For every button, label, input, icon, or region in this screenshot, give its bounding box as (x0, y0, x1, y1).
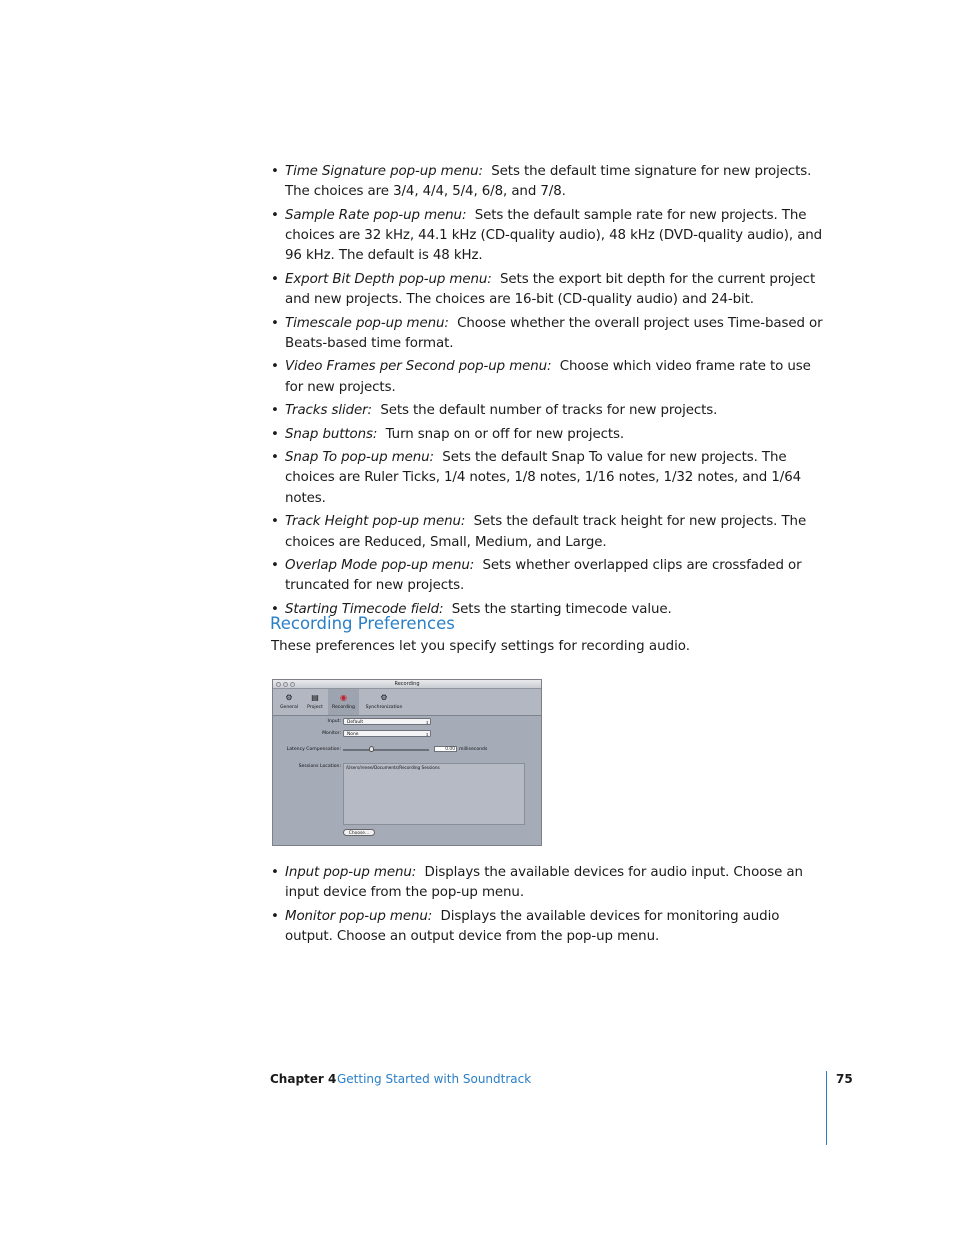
preferences-toolbar (273, 689, 541, 716)
section-heading: Recording Preferences (270, 614, 455, 633)
item-text: Sets whether overlapped clips are crossfaded or truncated for new projects. (285, 558, 802, 594)
item-text: Sets the default sample rate for new projects. The choices are 32 kHz, 44.1 kHz (CD-quality audio), 48 kHz (DVD-quality audio), and 96 kHz. The default is 48 kHz. (285, 207, 823, 264)
footer-chapter: Chapter 4 (270, 1072, 337, 1086)
item-text: Choose which video frame rate to use for new projects. (285, 359, 811, 395)
item-term: Snap To pop-up menu: (285, 450, 434, 466)
page-number: 75 (836, 1072, 853, 1086)
input-label: Input: (327, 719, 341, 724)
tab-general[interactable] (275, 689, 303, 715)
item-text: Choose whether the overall project uses Time-based or Beats-based time format. (285, 315, 823, 351)
item-term: Track Height pop-up menu: (285, 514, 466, 530)
item-text: Sets the default number of tracks for new projects. (380, 403, 718, 419)
tab-label: Synchronization (365, 705, 403, 710)
bullet-icon: • (271, 514, 279, 530)
item-text: Displays the available devices for monitoring audio output. Choose an output device from the pop-up menu. (285, 908, 780, 945)
item-text: Sets the export bit depth for the current project and new projects. The choices are 16-bit (CD-quality audio) and 24-bit. (285, 271, 816, 308)
item-text: Sets the default time signature for new projects. The choices are 3/4, 4/4, 5/4, 6/8, and 7/8. (285, 164, 812, 200)
list-item (271, 357, 831, 398)
tab-synchronization[interactable] (361, 689, 407, 715)
item-term: Video Frames per Second pop-up menu: (285, 359, 552, 375)
list-item (271, 863, 831, 904)
list-item (271, 314, 831, 355)
document-icon: ▤ (311, 693, 319, 702)
latency-field[interactable]: 0.00 (434, 746, 457, 752)
input-popup[interactable] (343, 718, 431, 725)
choose-button[interactable]: Choose... (343, 829, 375, 836)
item-term: Time Signature pop-up menu: (285, 164, 483, 179)
bullet-icon: • (271, 403, 279, 419)
input-value: Default (347, 720, 364, 725)
bullet-icon: • (271, 315, 279, 331)
bullet-icon: • (271, 908, 279, 924)
list-item (271, 512, 831, 553)
footer-chapter-title: Getting Started with Soundtrack (337, 1072, 532, 1086)
latency-slider[interactable] (343, 749, 429, 751)
bullet-icon: • (271, 601, 279, 617)
switch-icon: ⚙ (285, 693, 293, 702)
monitor-popup[interactable] (343, 730, 431, 737)
sessions-label: Sessions Location: (298, 764, 341, 769)
list-item (271, 401, 831, 421)
record-icon: ◉ (340, 693, 347, 702)
item-term: Export Bit Depth pop-up menu: (285, 271, 492, 287)
monitor-label: Monitor: (322, 731, 341, 736)
item-text: Sets the default Snap To value for new projects. The choices are Ruler Ticks, 1/4 notes, 1/8 notes, 1/16 notes, 1/32 notes, and 1/64 notes. (285, 450, 802, 506)
window-title: Recording (394, 681, 420, 687)
latency-slider-thumb[interactable] (369, 746, 374, 752)
item-term: Input pop-up menu: (285, 865, 417, 880)
monitor-value: None (347, 732, 359, 737)
item-text: Displays the available devices for audio input. Choose an input device from the pop-up menu. (285, 865, 803, 901)
bullet-icon: • (271, 558, 279, 574)
list-item (271, 425, 831, 445)
list-item (271, 270, 831, 311)
item-term: Tracks slider: (285, 403, 372, 419)
item-text: Sets the starting timecode value. (451, 601, 672, 617)
tab-project[interactable] (303, 689, 327, 715)
updown-arrows-icon: ⇕ (425, 720, 429, 725)
item-term: Sample Rate pop-up menu: (285, 207, 467, 223)
item-text: Turn snap on or off for new projects. (385, 426, 625, 442)
bullet-icon: • (271, 271, 279, 287)
list-item (271, 907, 831, 948)
list-item (271, 448, 831, 509)
recording-preferences-screenshot (272, 679, 542, 846)
bullet-icon: • (271, 426, 279, 442)
list-item (271, 556, 831, 597)
section-intro: These preferences let you specify settings for recording audio. (271, 639, 691, 654)
list-item (271, 162, 831, 203)
tab-label: General (279, 705, 299, 710)
latency-units: milliseconds (459, 747, 488, 752)
list-item (271, 206, 831, 267)
sessions-path: /Users/renee/Documents/Recording Sessions (346, 765, 440, 770)
bullet-icon: • (271, 865, 279, 880)
item-term: Timescale pop-up menu: (285, 315, 449, 331)
tab-recording[interactable] (328, 689, 359, 715)
tab-label: Recording (332, 705, 355, 710)
gears-icon: ⚙ (380, 693, 388, 702)
bullet-icon: • (271, 164, 279, 179)
bullet-icon: • (271, 207, 279, 223)
sessions-path-area (343, 763, 525, 825)
item-term: Snap buttons: (285, 426, 378, 442)
latency-label: Latency Compensation: (286, 747, 341, 752)
feature-list (271, 162, 831, 623)
bullet-icon: • (271, 359, 279, 375)
window-titlebar (273, 680, 541, 689)
tab-label: Project (307, 705, 323, 710)
updown-arrows-icon: ⇕ (425, 732, 429, 737)
item-term: Monitor pop-up menu: (285, 908, 433, 924)
bullet-icon: • (271, 450, 279, 466)
recording-list (271, 863, 831, 951)
item-term: Overlap Mode pop-up menu: (285, 558, 475, 574)
item-term: Starting Timecode field: (285, 601, 444, 617)
footer-divider (826, 1071, 827, 1145)
item-text: Sets the default track height for new projects. The choices are Reduced, Small, Medium, and Large. (285, 514, 807, 550)
